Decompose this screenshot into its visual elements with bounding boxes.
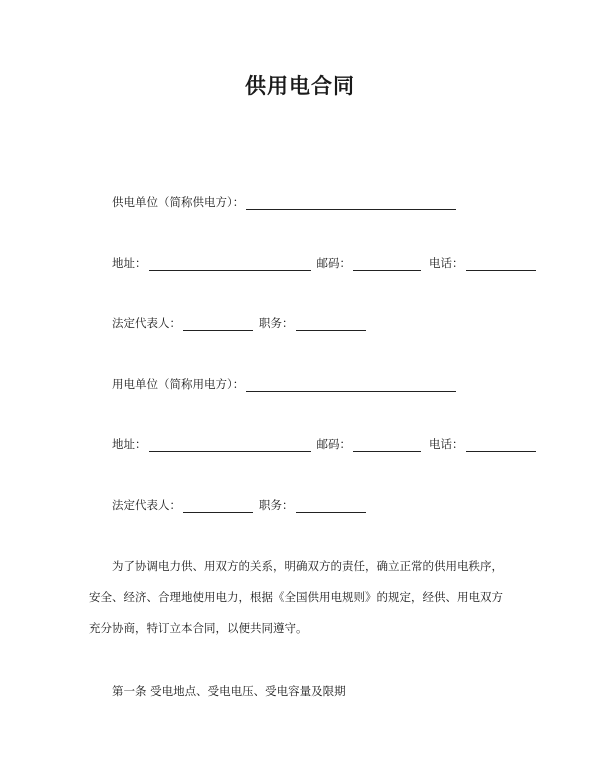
user-postcode-label: 邮码：: [316, 437, 351, 451]
supplier-postcode-blank[interactable]: [353, 257, 421, 271]
user-rep-label: 法定代表人：: [112, 498, 181, 512]
user-address-label: 地址：: [112, 437, 147, 451]
supplier-phone-blank[interactable]: [466, 257, 536, 271]
preamble-line-3: 充分协商，特订立本合同，以便共同遵守。: [89, 621, 308, 635]
supplier-unit-blank[interactable]: [246, 196, 456, 210]
supplier-address-blank[interactable]: [149, 257, 311, 271]
supplier-address-label: 地址：: [112, 256, 147, 270]
user-phone-label: 电话：: [429, 437, 464, 451]
supplier-position-label: 职务：: [259, 316, 294, 330]
supplier-rep-blank[interactable]: [183, 317, 253, 331]
user-address-blank[interactable]: [149, 438, 311, 452]
user-phone-blank[interactable]: [466, 438, 536, 452]
user-postcode-blank[interactable]: [353, 438, 421, 452]
preamble-line-1: 为了协调电力供、用双方的关系，明确双方的责任，确立正常的供用电秩序，: [112, 559, 503, 573]
user-rep-blank[interactable]: [183, 499, 253, 513]
user-unit-label: 用电单位（简称用电方）：: [112, 377, 245, 391]
supplier-rep-line: [112, 313, 368, 331]
supplier-address-line: [112, 253, 538, 271]
supplier-postcode-label: 邮码：: [316, 256, 351, 270]
supplier-phone-label: 电话：: [429, 256, 464, 270]
user-rep-line: [112, 495, 368, 513]
supplier-position-blank[interactable]: [296, 317, 366, 331]
user-unit-blank[interactable]: [246, 378, 456, 392]
user-unit-line: [112, 374, 458, 392]
preamble-line-2: 安全、经济、合理地使用电力，根据《全国供用电规则》的规定，经供、用电双方: [89, 590, 503, 604]
supplier-unit-line: [112, 192, 458, 210]
user-position-label: 职务：: [259, 498, 294, 512]
page-title: 供用电合同: [245, 74, 355, 98]
article-1-heading: 第一条 受电地点、受电电压、受电容量及限期: [112, 684, 346, 698]
user-address-line: [112, 434, 538, 452]
user-position-blank[interactable]: [296, 499, 366, 513]
supplier-unit-label: 供电单位（简称供电方）：: [112, 195, 245, 209]
supplier-rep-label: 法定代表人：: [112, 316, 181, 330]
